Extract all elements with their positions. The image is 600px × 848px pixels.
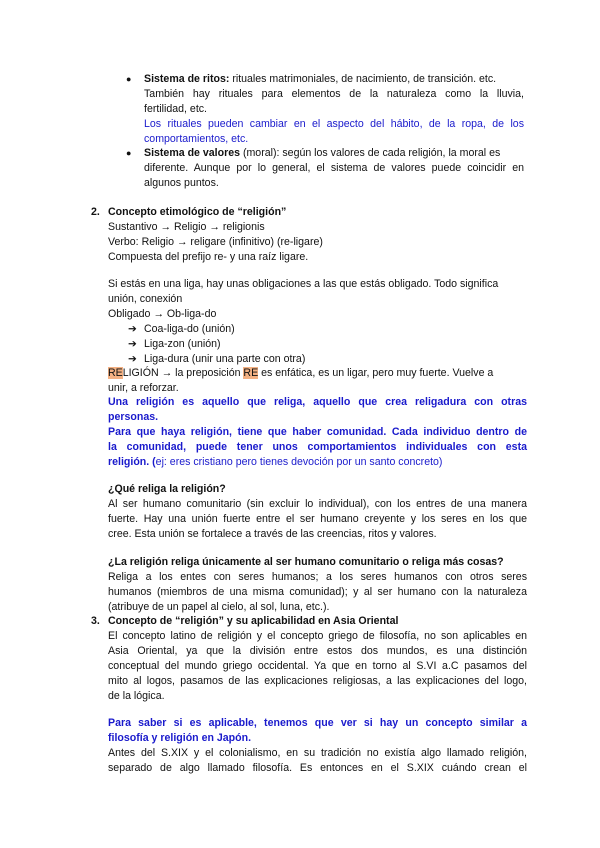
key-def-3: Para que haya religión, tiene que haber comunidad. Cada individuo dentro de — [108, 426, 527, 438]
liga-line-1: Si estás en una liga, hay unas obligaciones a las que estás obligado. Todo significa — [108, 278, 499, 290]
section-2-title: Concepto etimológico de “religión” — [108, 206, 287, 218]
answer-1-line-2: fuerte. Hay una unión fuerte entre el ser humano creyente y los seres en los que — [108, 513, 527, 525]
section-number: 2. — [91, 206, 100, 218]
valores-line-1: Sistema de valores (moral): según los valores de cada religión, la moral es — [144, 147, 501, 159]
arrow-icon: ➔ — [128, 353, 137, 365]
ritos-note-1: Los rituales pueden cambiar en el aspecto del hábito, de la ropa, de los — [144, 118, 524, 130]
ritos-note-2: comportamientos, etc. — [144, 133, 249, 145]
s3-line-1: El concepto latino de religión y el concepto griego de filosofía, no son aplicables en — [108, 630, 527, 642]
religion-line-2: unir, a reforzar. — [108, 382, 179, 394]
s3-para-1: Antes del S.XIX y el colonialismo, en su tradición no existía algo llamado religión, — [108, 747, 527, 759]
arrow-item-2: Liga-zon (unión) — [144, 338, 221, 350]
ritos-line-3: fertilidad, etc. — [144, 103, 208, 115]
liga-line-3: Obligado → Ob-liga-do — [108, 308, 217, 320]
key-def-2: personas. — [108, 411, 159, 423]
etym-line-3: Compuesta del prefijo re- y una raíz ligare. — [108, 251, 309, 263]
valores-line-3: algunos puntos. — [144, 177, 219, 189]
ritos-line-1: Sistema de ritos: rituales matrimoniales, de nacimiento, de transición. etc. — [144, 73, 497, 85]
s3-key-2: filosofía y religión en Japón. — [108, 732, 252, 744]
answer-1-line-3: cree. Esta unión se fortalece a través de las creencias, ritos y valores. — [108, 528, 437, 540]
key-def-1: Una religión es aquello que religa, aquello que crea religadura con otras — [108, 396, 527, 408]
s3-line-5: de la lógica. — [108, 690, 165, 702]
liga-line-2: unión, conexión — [108, 293, 183, 305]
arrow-icon: ➔ — [128, 338, 137, 350]
s3-line-2: Asia Oriental, ya que la división entre estos dos mundos, es una distinción — [108, 645, 527, 657]
s3-line-3: conceptual del mundo griego occidental. Ya que en torno al S.VI a.C pasamos del — [108, 660, 527, 672]
answer-2-line-2: humanos (miembros de una misma comunidad); y al ser humano con la naturaleza — [108, 586, 527, 598]
highlight: RE — [243, 367, 259, 379]
answer-2-line-1: Religa a los entes con seres humanos; a los seres humanos con otros seres — [108, 571, 527, 583]
section-number: 3. — [91, 615, 100, 627]
question-1: ¿Qué religa la religión? — [108, 483, 226, 495]
question-2: ¿La religión religa únicamente al ser humano comunitario o religa más cosas? — [108, 556, 504, 568]
arrow-item-1: Coa-liga-do (unión) — [144, 323, 235, 335]
etym-line-2: Verbo: Religio → religare (infinitivo) (re-ligare) — [108, 236, 323, 248]
s3-key-1: Para saber si es aplicable, tenemos que ver si hay un concepto similar a — [108, 717, 527, 729]
s3-line-4: mito al logos, pasamos de las explicaciones religiosas, a las explicaciones del logo, — [108, 675, 527, 687]
answer-1-line-1: Al ser humano comunitario (sin excluir lo individual), con los entres de una manera — [108, 498, 527, 510]
etym-line-1: Sustantivo → Religio → religionis — [108, 221, 265, 233]
bullet-icon: ● — [126, 74, 132, 84]
section-3-title: Concepto de “religión” y su aplicabilidad en Asia Oriental — [108, 615, 399, 627]
s3-para-2: separado de algo llamado filosofía. Es entonces en el S.XIX cuándo crean el — [108, 762, 527, 774]
key-def-5: religión. (ej: eres cristiano pero tienes devoción por un santo concreto) — [108, 456, 443, 468]
key-def-4: la comunidad, puede tener unos comportamientos individuales con esta — [108, 441, 527, 453]
arrow-item-3: Liga-dura (unir una parte con otra) — [144, 353, 306, 365]
ritos-line-2: También hay rituales para elementos de la naturaleza como la lluvia, — [144, 88, 524, 100]
valores-line-2: diferente. Aunque por lo general, el sistema de valores puede coincidir en — [144, 162, 524, 174]
highlight: RE — [108, 367, 123, 379]
religion-line-1: RELIGIÓN → la preposición RE es enfática, es un ligar, pero muy fuerte. Vuelve a — [108, 367, 494, 379]
answer-2-line-3: (atribuye de un papel al cielo, al sol, luna, etc.). — [108, 601, 330, 613]
arrow-icon: ➔ — [128, 323, 137, 335]
bullet-icon: ● — [126, 148, 132, 158]
